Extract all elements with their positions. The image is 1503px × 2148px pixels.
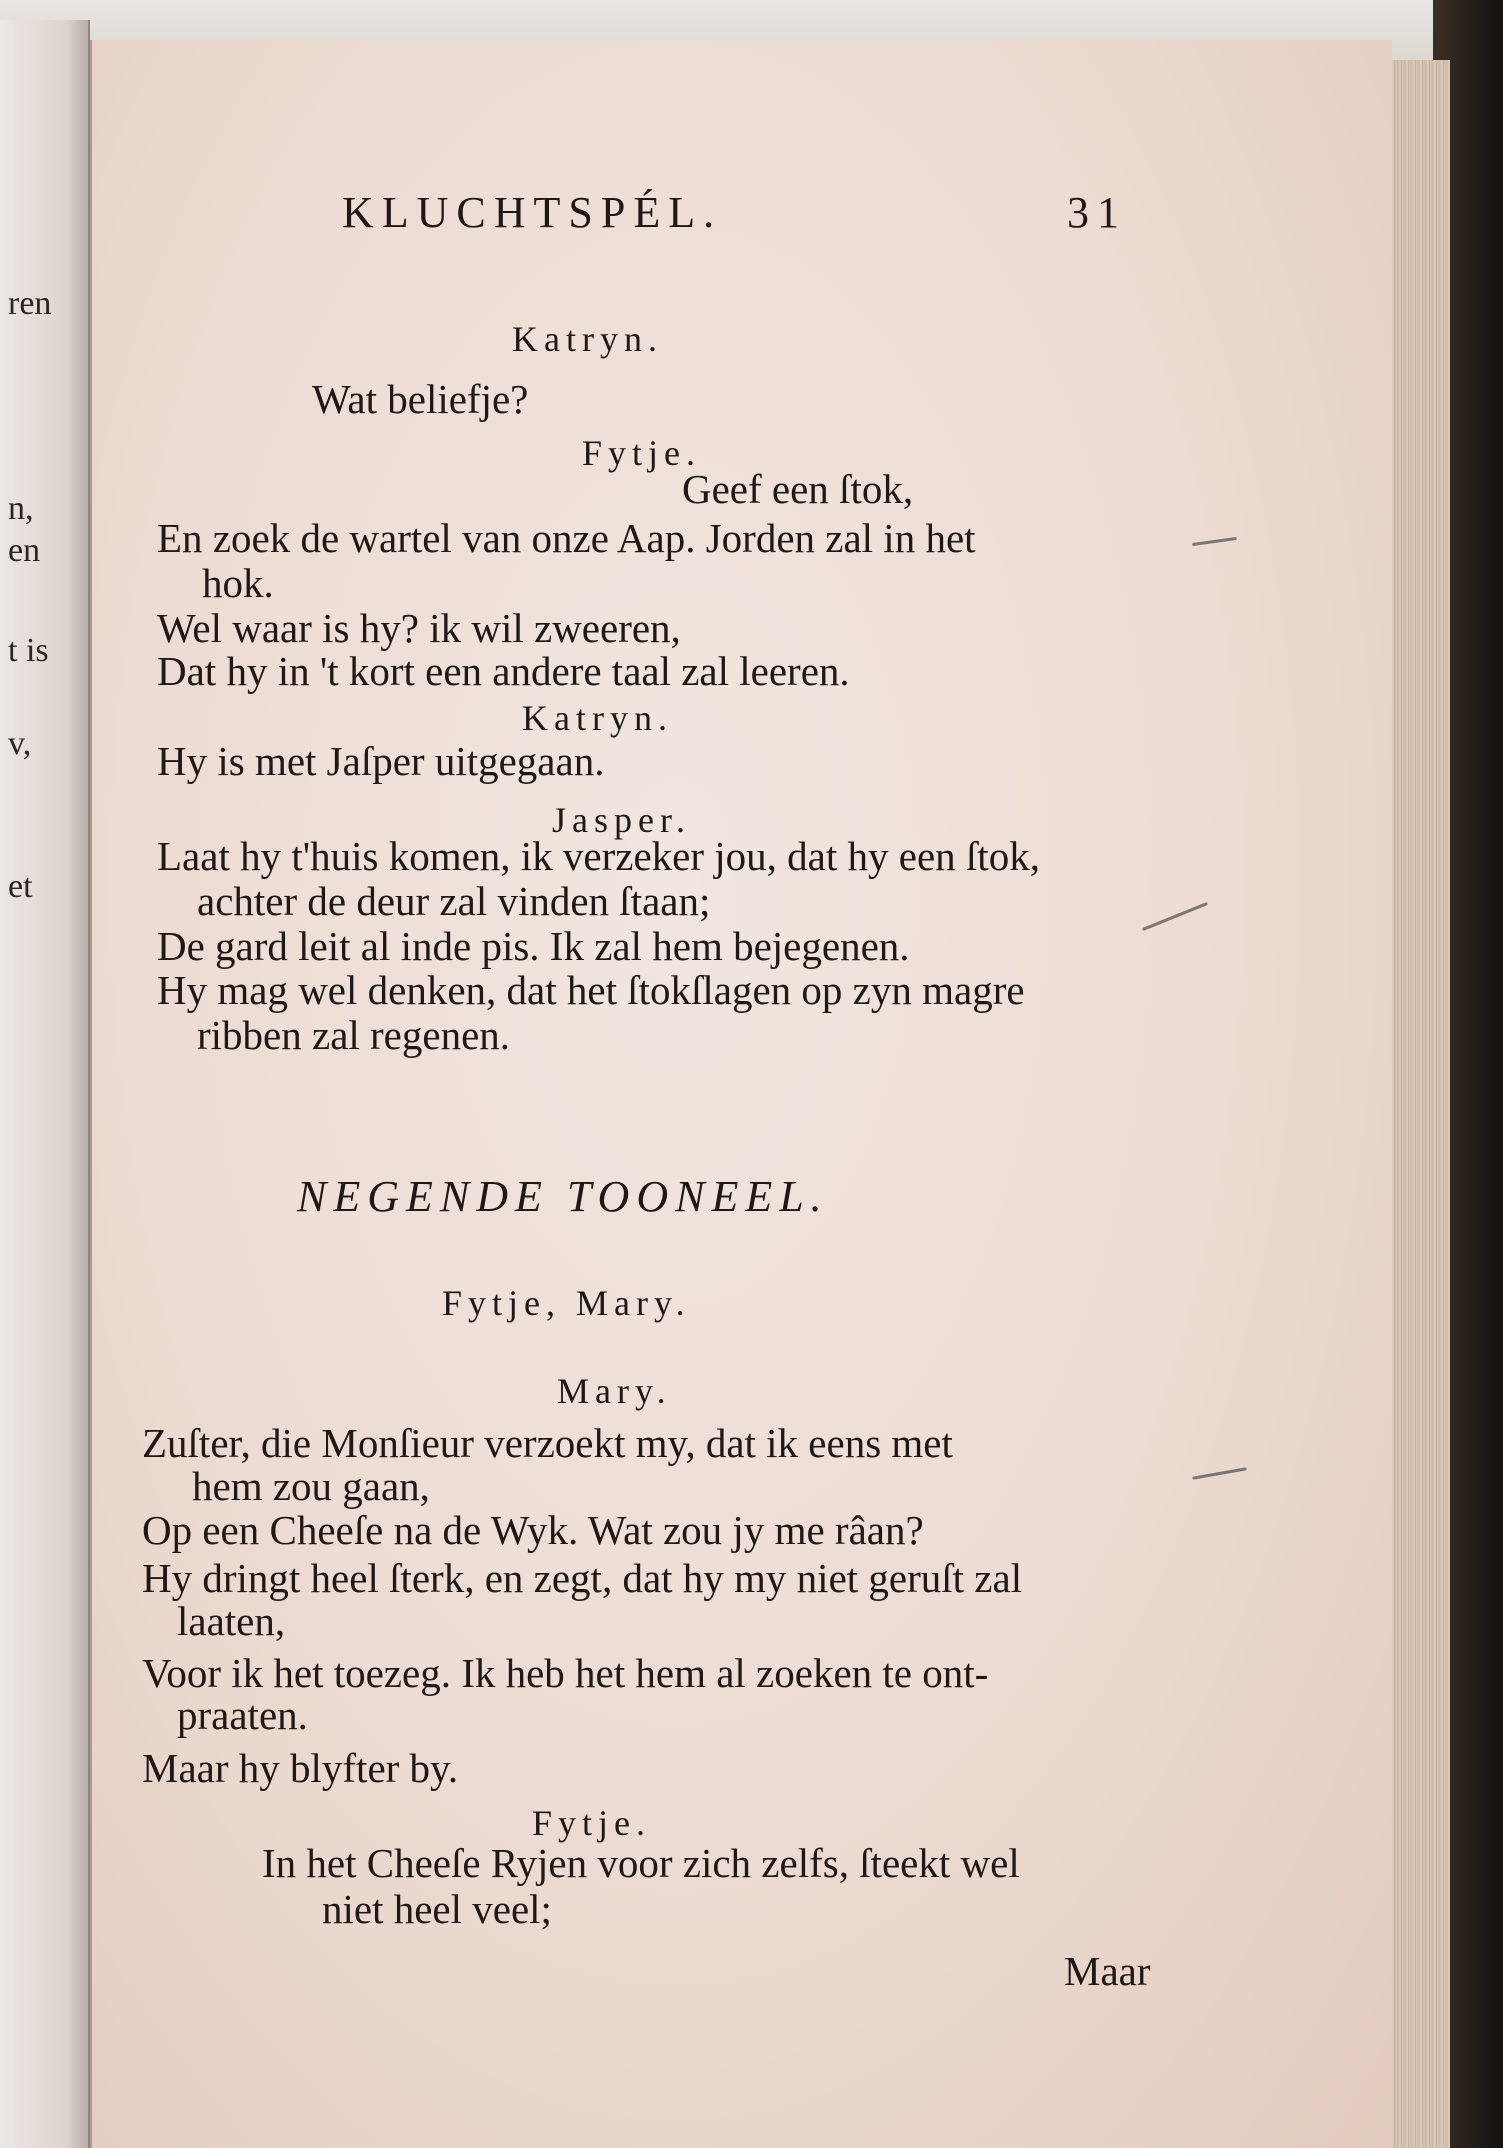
previous-page-edge [0,20,90,2148]
left-page-fragment: en [8,532,41,569]
verse-line: hok. [202,560,274,606]
verse-line: In het Cheeſe Ryjen voor zich zelfs, ſteekt wel [262,1840,1020,1886]
verse-line: hem zou gaan, [192,1463,430,1509]
verse-line: Dat hy in 't kort een andere taal zal leeren. [157,648,850,694]
speaker-name: Fytje. [582,433,702,473]
left-page-fragment: ren [8,285,52,322]
speaker-name: Fytje. [532,1803,652,1843]
verse-line: Hy dringt heel ſterk, en zegt, dat hy my niet geruſt zal [142,1555,1023,1601]
verse-line: Hy mag wel denken, dat het ſtokſlagen op zyn magre [157,967,1025,1013]
speaker-name: Katryn. [522,698,673,738]
verse-line: niet heel veel; [322,1886,552,1932]
pencil-mark [1142,902,1208,931]
page-number: 31 [1067,188,1127,237]
verse-line: Wel waar is hy? ik wil zweeren, [157,605,681,651]
verse-line: Wat beliefje? [312,376,529,422]
verse-line: praaten. [177,1692,308,1738]
verse-line: Voor ik het toezeg. Ik heb het hem al zoeken te ont- [142,1650,989,1696]
verse-line: Zuſter, die Monſieur verzoekt my, dat ik eens met [142,1420,953,1466]
verse-line: Op een Cheeſe na de Wyk. Wat zou jy me râan? [142,1507,924,1553]
left-page-fragment: t is [8,632,49,669]
pencil-mark [1192,1467,1247,1480]
catchword: Maar [1064,1948,1151,1994]
speaker-name: Mary. [557,1371,672,1411]
scene-characters: Fytje, Mary. [442,1283,691,1323]
running-head: KLUCHTSPÉL. [342,188,723,237]
left-page-fragment: n, [8,490,34,527]
verse-line: Laat hy t'huis komen, ik verzeker jou, dat hy een ſtok, [157,833,1040,879]
verse-line: De gard leit al inde pis. Ik zal hem bejegenen. [157,923,910,969]
pencil-mark [1192,537,1237,546]
speaker-name: Jasper. [552,800,691,840]
verse-line: Maar hy blyfter by. [142,1745,459,1791]
verse-line: ribben zal regenen. [197,1012,511,1058]
verse-line: Hy is met Jaſper uitgegaan. [157,738,605,784]
scene-heading: NEGENDE TOONEEL. [297,1172,829,1221]
book-page [90,40,1392,2148]
verse-line: Geef een ſtok, [682,466,914,512]
left-page-fragment: v, [8,725,32,762]
speaker-name: Katryn. [512,319,663,359]
verse-line: En zoek de wartel van onze Aap. Jorden zal in het [157,515,976,561]
left-page-fragment: et [8,868,33,905]
verse-line: laaten, [177,1598,286,1644]
verse-line: achter de deur zal vinden ſtaan; [197,878,711,924]
